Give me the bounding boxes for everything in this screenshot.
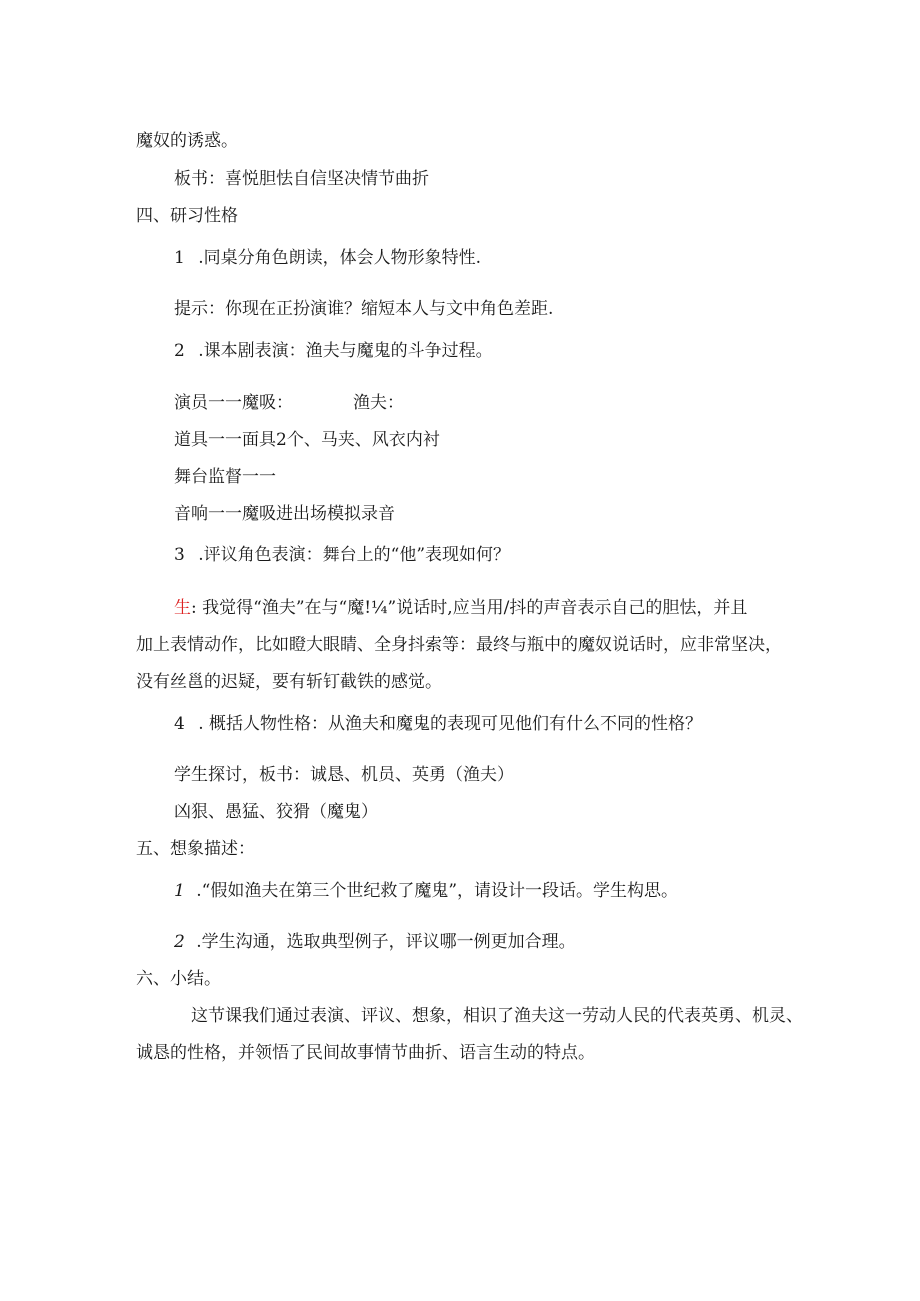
sound-line: 音响一一魔吸进出场模拟录音	[174, 504, 395, 524]
hint-line: 提示：你现在正扮演谁？缩短本人与文中角色差距.	[174, 299, 554, 319]
cast-fisherman: 渔夫：	[353, 393, 404, 413]
item-text: .“假如渔夫在第三个世纪救了魔鬼”，请设计一段话。学生构思。	[196, 881, 679, 901]
student-answer-line-2: 加上表情动作，比如瞪大眼睛、全身抖索等：最终与瓶中的魔奴说话时，应非常坚决，	[136, 635, 782, 655]
item-number: 4	[174, 714, 185, 734]
item-number: 3	[174, 545, 185, 565]
item-3	[174, 545, 510, 565]
student-answer-line-3: 没有丝邕的迟疑，要有斩钉截铁的感觉。	[136, 672, 442, 692]
item-text: .评议角色表演：舞台上的“他”表现如何？	[198, 545, 511, 565]
item-number: 2	[174, 932, 185, 952]
student-answer-line-1	[174, 598, 747, 618]
item-number: 1	[174, 881, 185, 901]
section-heading-6: 六、小结。	[136, 969, 221, 989]
section-heading-4: 四、研习性格	[136, 206, 238, 226]
speaker-label: 生	[174, 598, 191, 618]
summary-line-1: 这节课我们通过表演、评议、想象，相识了渔夫这一劳动人民的代表英勇、机灵、	[191, 1006, 803, 1026]
imagine-item-1	[174, 881, 678, 901]
item-4	[174, 714, 702, 734]
item-text: .课本剧表演：渔夫与魔鬼的斗争过程。	[198, 341, 493, 361]
answer-text: : 我觉得“渔夫”在与“魔!¼”说话时,应当用/抖的声音表示自己的胆怯，并且	[191, 598, 748, 618]
imagine-item-2	[174, 932, 576, 952]
item-number: 2	[174, 341, 185, 361]
item-text: .学生沟通，选取典型例子，评议哪一例更加合理。	[196, 932, 576, 952]
item-text: .同桌分角色朗读，体会人物形象特性.	[198, 248, 482, 268]
props-line: 道具一一面具2个、马夹、风衣内衬	[174, 430, 440, 450]
board-notes-1: 板书：喜悦胆怯自信坚决情节曲折	[174, 169, 429, 189]
summary-line-2: 诚恳的性格，并领悟了民间故事情节曲折、语言生动的特点。	[136, 1043, 595, 1063]
item-number: 1	[174, 248, 185, 268]
stage-manager-line: 舞台监督一一	[174, 467, 276, 487]
section-heading-5: 五、想象描述：	[136, 839, 255, 859]
cast-actors: 演员一一魔吸：	[174, 393, 293, 413]
text-line: 魔奴的诱惑。	[136, 131, 238, 151]
board-traits-fisherman: 学生探讨，板书：诚恳、机员、英勇（渔夫）	[174, 765, 514, 785]
item-text: . 概括人物性格：从渔夫和魔鬼的表现可见他们有什么不同的性格？	[198, 714, 703, 734]
board-traits-demon: 凶狠、愚猛、狡猾（魔鬼）	[174, 802, 378, 822]
item-1	[174, 248, 481, 268]
item-2	[174, 341, 493, 361]
